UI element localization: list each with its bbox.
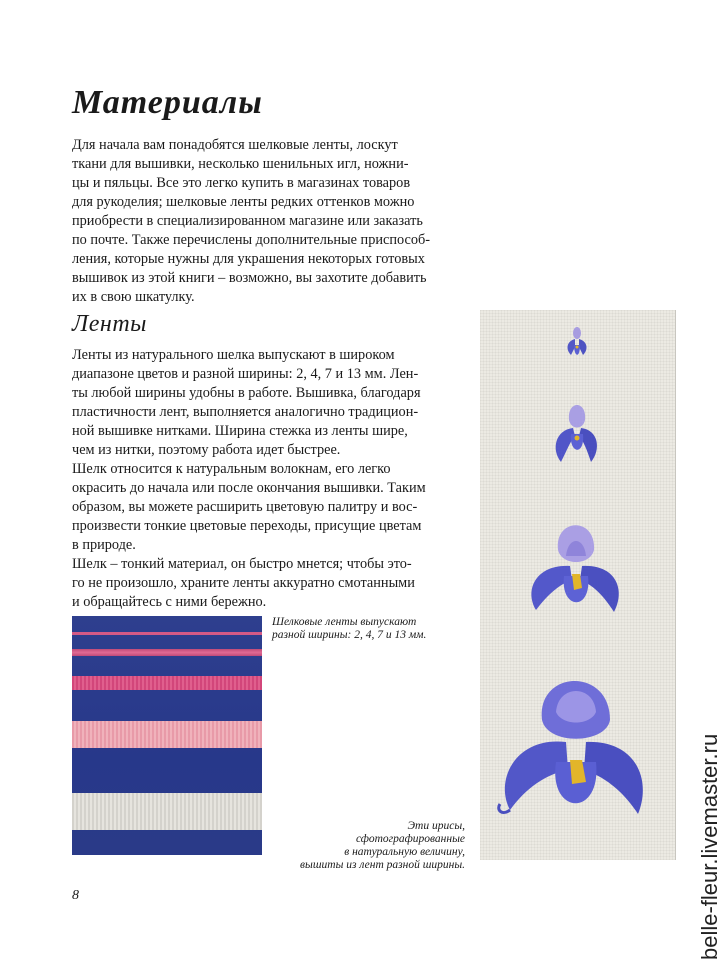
- text-line: и обращайтесь с ними бережно.: [72, 594, 267, 610]
- text-line: образом, вы можете расширить цветовую палитру и вос-: [72, 499, 418, 515]
- iris-extra-large: [499, 681, 643, 814]
- iris-large: [531, 525, 618, 612]
- text-line: в природе.: [72, 537, 136, 553]
- ribbons-caption: [272, 616, 426, 642]
- text-line: цы и пяльцы. Все это легко купить в магазинах товаров: [72, 175, 411, 191]
- text-line: пластичности лент, выполняется аналогично традицион-: [72, 404, 419, 420]
- ribbon-4mm: [72, 649, 262, 656]
- iris-caption: [260, 820, 465, 872]
- section-heading-ribbons: Ленты: [72, 311, 147, 337]
- text-line: вышивок из этой книги – возможно, вы захотите добавить: [72, 270, 427, 286]
- ribbon-2mm: [72, 632, 262, 635]
- text-line: Ленты из натурального шелка выпускают в широком: [72, 347, 395, 363]
- iris-photo: [480, 310, 676, 860]
- caption-line: в натуральную величину,: [344, 846, 465, 858]
- ribbons-photo: [72, 616, 262, 855]
- text-line: по почте. Также перечислены дополнительные приспособ-: [72, 232, 431, 248]
- iris-small: [568, 327, 587, 355]
- iris-medium: [556, 405, 597, 462]
- text-line: произвести тонкие цветовые переходы, присущие цветам: [72, 518, 422, 534]
- text-line: их в свою шкатулку.: [72, 289, 195, 305]
- caption-line: Эти ирисы,: [407, 820, 465, 832]
- text-line: Шелк – тонкий материал, он быстро мнется; чтобы это-: [72, 556, 412, 572]
- intro-paragraph: [72, 136, 430, 307]
- ribbons-paragraph: [72, 346, 426, 612]
- text-line: чем из нитки, поэтому работа идет быстрее.: [72, 442, 341, 458]
- watermark: belle-fleur.livemaster.ru: [697, 733, 722, 960]
- page-title: Материалы: [72, 84, 263, 121]
- iris-illustration: [480, 310, 675, 860]
- text-line: для рукоделия; шелковые ленты редких оттенков можно: [72, 194, 415, 210]
- page-number: 8: [72, 888, 79, 903]
- caption-line: разной ширины: 2, 4, 7 и 13 мм.: [272, 629, 427, 641]
- ribbon-13mm-white: [72, 793, 262, 830]
- text-line: окрасить до начала или после окончания вышивки. Таким: [72, 480, 426, 496]
- caption-line: вышиты из лент разной ширины.: [300, 859, 465, 871]
- ribbon-7mm: [72, 676, 262, 690]
- caption-line: сфотографированные: [355, 833, 465, 845]
- text-line: ной вышивке нитками. Ширина стежка из ленты шире,: [72, 423, 408, 439]
- ribbon-13mm-pink: [72, 721, 262, 748]
- caption-line: Шелковые ленты выпускают: [272, 616, 417, 628]
- text-line: Шелк относится к натуральным волокнам, его легко: [72, 461, 391, 477]
- text-line: ления, которые нужны для украшения некоторых готовых: [72, 251, 425, 267]
- text-line: ткани для вышивки, несколько шенильных игл, ножни-: [72, 156, 409, 172]
- text-line: Для начала вам понадобятся шелковые ленты, лоскут: [72, 137, 398, 153]
- text-line: приобрести в специализированном магазине или заказать: [72, 213, 423, 229]
- text-line: го не произошло, храните ленты аккуратно смотанными: [72, 575, 415, 591]
- text-line: ты любой ширины удобны в работе. Вышивка, благодаря: [72, 385, 421, 401]
- text-line: диапазоне цветов и разной ширины: 2, 4, 7 и 13 мм. Лен-: [72, 366, 419, 382]
